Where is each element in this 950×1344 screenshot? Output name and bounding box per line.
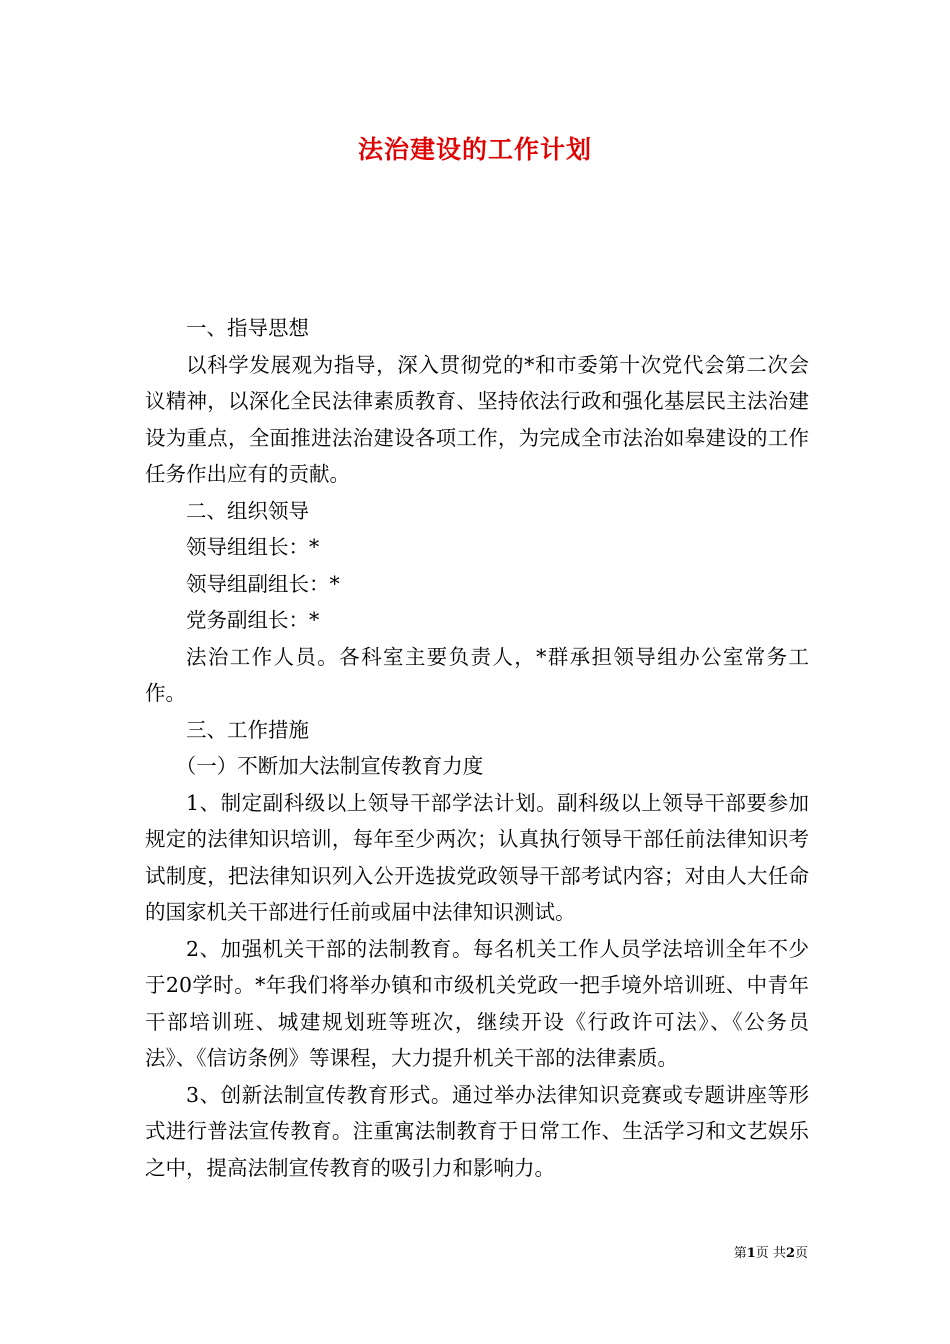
footer-total-pages: 2 [785,1246,795,1261]
body-paragraph: 法治工作人员。各科室主要负责人，*群承担领导组办公室常务工作。 [145,644,809,705]
footer-middle: 页 共 [755,1246,786,1261]
subsection-heading: （一）不断加大法制宣传教育力度 [175,754,484,778]
body-paragraph: 2、加强机关干部的法制教育。每名机关工作人员学法培训全年不少于20学时。*年我们将举办镇和市级机关党政一把手境外培训班、中青年干部培训班、城建规划班等班次，继续开设《行政许可法》、《公务员法》、《信访条例》等课程，大力提升机关干部的法律素质。 [145,936,809,1070]
page-footer [734,1245,808,1263]
section-heading: 二、组织领导 [186,498,309,523]
footer-suffix: 页 [794,1246,808,1261]
list-item: 党务副组长：* [186,608,320,632]
document-title: 法治建设的工作计划 [357,135,592,164]
footer-prefix: 第 [733,1246,747,1261]
section-heading: 三、工作措施 [186,717,309,742]
section-heading: 一、指导思想 [186,316,309,340]
document-body [145,310,809,1186]
list-item: 领导组副组长：* [186,571,340,596]
body-paragraph: 3、创新法制宣传教育形式。通过举办法律知识竞赛或专题讲座等形式进行普法宣传教育。注重寓法制教育于日常工作、生活学习和文艺娱乐之中，提高法制宣传教育的吸引力和影响力。 [145,1082,809,1180]
body-paragraph: 以科学发展观为指导，深入贯彻党的*和市委第十次党代会第二次会议精神，以深化全民法律素质教育、坚持依法行政和强化基层民主法治建设为重点，全面推进法治建设各项工作，为完成全市法治如皋建设的工作任务作出应有的贡献。 [145,352,809,486]
body-paragraph: 1、制定副科级以上领导干部学法计划。副科级以上领导干部要参加规定的法律知识培训，每年至少两次；认真执行领导干部任前法律知识考试制度，把法律知识列入公开选拔党政领导干部考试内容；对由人大任命的国家机关干部进行任前或届中法律知识测试。 [145,790,809,924]
list-item: 领导组组长：* [186,535,320,559]
footer-current-page: 1 [746,1246,756,1261]
